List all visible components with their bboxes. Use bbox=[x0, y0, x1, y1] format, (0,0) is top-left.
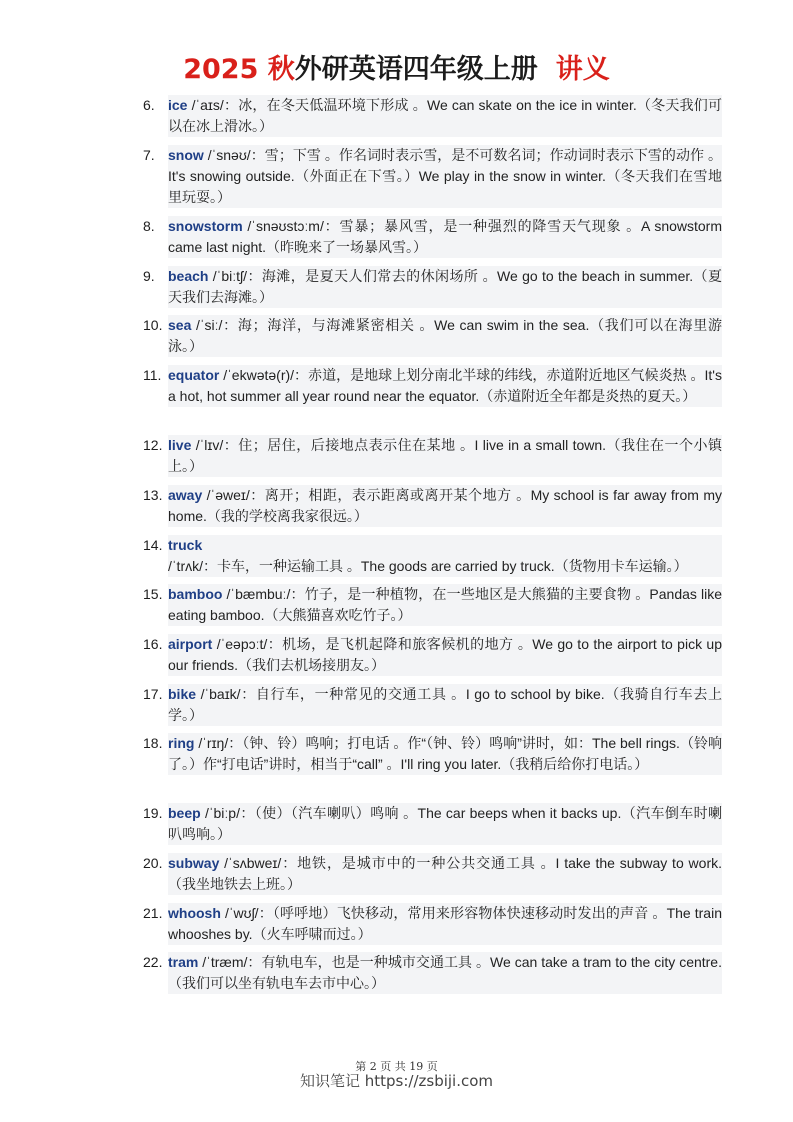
item-number: 14. bbox=[143, 537, 163, 553]
item-word: equator bbox=[168, 367, 220, 383]
item-word: truck bbox=[168, 537, 203, 553]
item-text: /ˈekwətə(r)/：赤道，是地球上划分南北半球的纬线，赤道附近地区气候炎热 。It's a hot, hot summer all year round near the equator.（赤道附近全年都是炎热的夏天。） bbox=[168, 367, 722, 404]
item-number: 15. bbox=[143, 586, 163, 602]
item-word: snowstorm bbox=[168, 218, 243, 234]
item-number: 9. bbox=[143, 268, 155, 284]
title-year: 2025 秋 bbox=[183, 54, 295, 85]
item-number: 12. bbox=[143, 437, 163, 453]
item-number: 17. bbox=[143, 686, 163, 702]
item-text: /ˈsnəʊ/：雪；下雪 。作名词时表示雪，是不可数名词；作动词时表示下雪的动作 。It's snowing outside.（外面正在下雪。）We play in the snow in winter.（冬天我们在雪地里玩耍。） bbox=[168, 147, 722, 205]
item-body bbox=[168, 634, 722, 676]
item-text: /ˈtrʌk/：卡车，一种运输工具 。The goods are carried by truck.（货物用卡车运输。） bbox=[168, 558, 688, 574]
item-body bbox=[168, 803, 722, 845]
item-number: 21. bbox=[143, 905, 163, 921]
item-body bbox=[168, 485, 722, 527]
item-body bbox=[168, 903, 722, 945]
item-number: 13. bbox=[143, 487, 163, 503]
site-watermark: 知识笔记 https://zsbiji.com bbox=[299, 1072, 494, 1090]
item-text: /ˈsnəʊstɔːm/：雪暴；暴风雪，是一种强烈的降雪天气现象 。A snowstorm came last night.（昨晚来了一场暴风雪。） bbox=[168, 218, 722, 255]
item-body bbox=[168, 853, 722, 895]
item-number: 18. bbox=[143, 735, 163, 751]
item-word: ice bbox=[168, 97, 188, 113]
item-word: snow bbox=[168, 147, 204, 163]
item-word: bamboo bbox=[168, 586, 223, 602]
item-body bbox=[168, 584, 722, 626]
item-body bbox=[168, 95, 722, 137]
item-word: beep bbox=[168, 805, 201, 821]
item-text: /ˈaɪs/：冰，在冬天低温环境下形成 。We can skate on the ice in winter.（冬天我们可以在冰上滑冰。） bbox=[168, 97, 722, 134]
item-body bbox=[168, 266, 722, 308]
item-text: /ˈsʌbweɪ/：地铁，是城市中的一种公共交通工具 。I take the subway to work.（我坐地铁去上班。） bbox=[168, 855, 722, 892]
item-text: /ˈbiːp/：（使）（汽车喇叭）鸣响 。The car beeps when it backs up.（汽车倒车时喇叭鸣响。） bbox=[168, 805, 722, 842]
item-word: live bbox=[168, 437, 192, 453]
item-text: /ˈeəpɔːt/：机场，是飞机起降和旅客候机的地方 。We go to the airport to pick up our friends.（我们去机场接朋友。） bbox=[168, 636, 722, 673]
item-number: 8. bbox=[143, 218, 155, 234]
item-word: subway bbox=[168, 855, 220, 871]
item-number: 16. bbox=[143, 636, 163, 652]
item-text: /ˈtræm/：有轨电车，也是一种城市交通工具 。We can take a tram to the city centre.（我们可以坐有轨电车去市中心。） bbox=[168, 954, 722, 991]
item-number: 22. bbox=[143, 954, 163, 970]
page-number: 第 2 页 共 19 页 bbox=[355, 1060, 438, 1073]
item-body bbox=[168, 535, 722, 577]
item-word: tram bbox=[168, 954, 199, 970]
item-text: /ˈbaɪk/：自行车，一种常见的交通工具 。I go to school by bike.（我骑自行车去上学。） bbox=[168, 686, 722, 723]
item-body bbox=[168, 952, 722, 994]
item-text: /ˈəweɪ/：离开；相距，表示距离或离开某个地方 。My school is far away from my home.（我的学校离我家很远。） bbox=[168, 487, 722, 524]
item-word: ring bbox=[168, 735, 195, 751]
item-text: /ˈsiː/：海；海洋，与海滩紧密相关 。We can swim in the sea.（我们可以在海里游泳。） bbox=[168, 317, 722, 354]
title-main: 外研英语四年级上册 bbox=[294, 54, 538, 85]
item-text: /ˈrɪŋ/：（钟、铃）鸣响；打电话 。作“（钟、铃）鸣响”讲时，如：The bell rings.（铃响了。）作“打电话”讲时，相当于“call” 。I'll ring you later.（我稍后给你打电话。） bbox=[168, 735, 722, 772]
item-body bbox=[168, 145, 722, 208]
item-word: bike bbox=[168, 686, 197, 702]
title-suffix: 讲义 bbox=[555, 54, 610, 85]
item-number: 7. bbox=[143, 147, 155, 163]
item-text: /ˈwʊʃ/：（呼呼地）飞快移动，常用来形容物体快速移动时发出的声音 。The train whooshes by.（火车呼啸而过。） bbox=[168, 905, 722, 942]
item-text: /ˈbiːtʃ/：海滩，是夏天人们常去的休闲场所 。We go to the beach in summer.（夏天我们去海滩。） bbox=[168, 268, 722, 305]
item-number: 20. bbox=[143, 855, 163, 871]
item-number: 10. bbox=[143, 317, 163, 333]
item-body bbox=[168, 435, 722, 477]
item-body bbox=[168, 733, 722, 775]
item-word: away bbox=[168, 487, 203, 503]
item-number: 11. bbox=[143, 367, 162, 383]
item-text: /ˈlɪv/：住；居住，后接地点表示住在某地 。I live in a small town.（我住在一个小镇上。） bbox=[168, 437, 722, 474]
item-word: whoosh bbox=[168, 905, 221, 921]
item-number: 19. bbox=[143, 805, 163, 821]
item-text: /ˈbæmbuː/：竹子，是一种植物，在一些地区是大熊猫的主要食物 。Pandas like eating bamboo.（大熊猫喜欢吃竹子。） bbox=[168, 586, 722, 623]
item-word: sea bbox=[168, 317, 192, 333]
item-body bbox=[168, 216, 722, 258]
page-title bbox=[0, 52, 793, 88]
item-body bbox=[168, 315, 722, 357]
item-word: beach bbox=[168, 268, 209, 284]
item-number: 6. bbox=[143, 97, 155, 113]
item-word: airport bbox=[168, 636, 213, 652]
item-body bbox=[168, 365, 722, 407]
item-body bbox=[168, 684, 722, 726]
